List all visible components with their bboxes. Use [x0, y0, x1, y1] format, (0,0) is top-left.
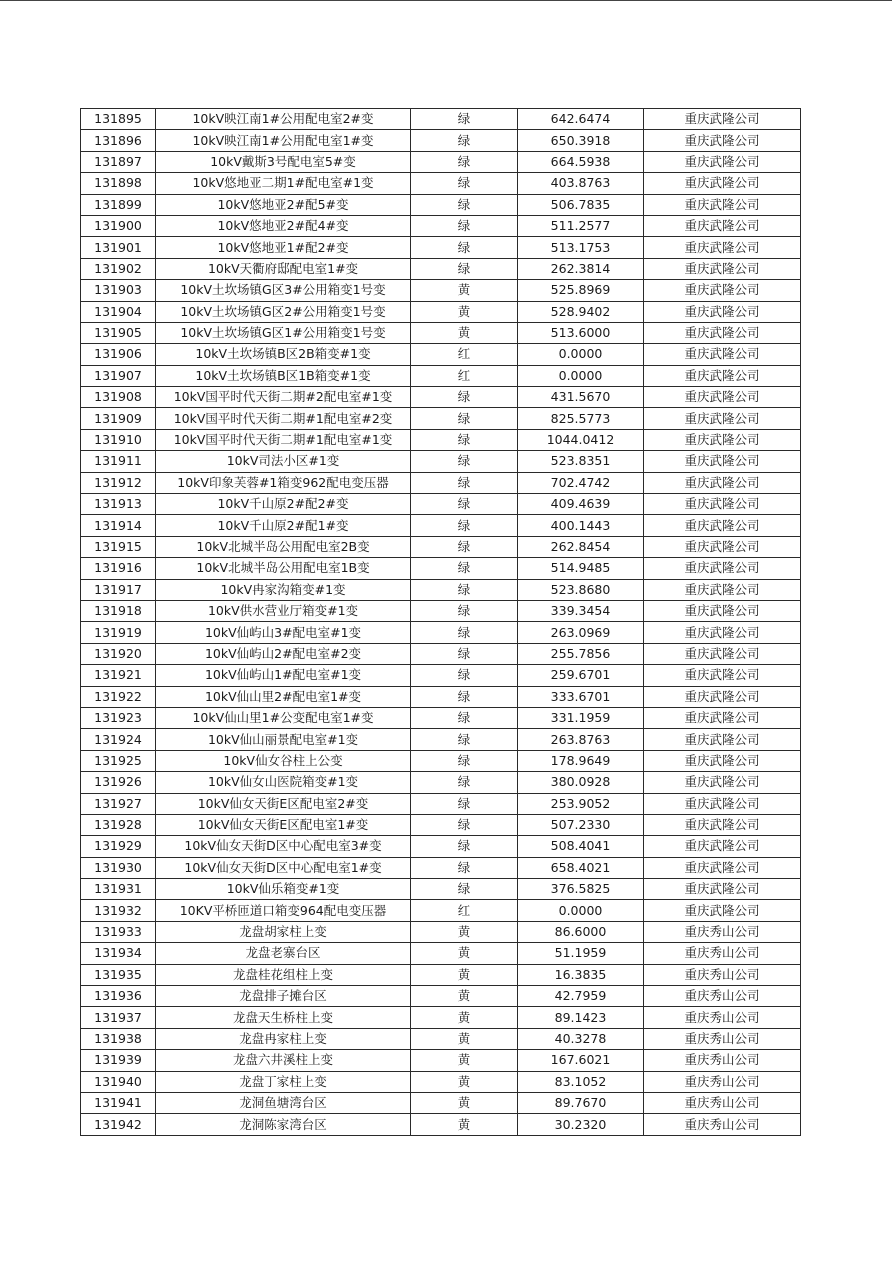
cell-company: 重庆武隆公司 — [644, 109, 801, 130]
table-row — [81, 793, 801, 814]
cell-value: 253.9052 — [518, 793, 644, 814]
cell-status: 绿 — [411, 472, 518, 493]
table-row — [81, 451, 801, 472]
cell-id: 131941 — [81, 1092, 156, 1113]
table-row — [81, 130, 801, 151]
cell-value: 178.9649 — [518, 750, 644, 771]
cell-name: 龙盘排子摊台区 — [156, 986, 411, 1007]
cell-status: 绿 — [411, 109, 518, 130]
cell-name: 10kV仙山里2#配电室1#变 — [156, 686, 411, 707]
cell-value: 825.5773 — [518, 408, 644, 429]
table-row — [81, 301, 801, 322]
table-row — [81, 365, 801, 386]
cell-id: 131913 — [81, 494, 156, 515]
cell-name: 10kV悠地亚1#配2#变 — [156, 237, 411, 258]
cell-status: 绿 — [411, 814, 518, 835]
cell-company: 重庆武隆公司 — [644, 750, 801, 771]
cell-id: 131907 — [81, 365, 156, 386]
table-row — [81, 194, 801, 215]
cell-value: 403.8763 — [518, 173, 644, 194]
cell-company: 重庆武隆公司 — [644, 622, 801, 643]
table-row — [81, 622, 801, 643]
cell-status: 黄 — [411, 1092, 518, 1113]
cell-status: 黄 — [411, 301, 518, 322]
table-row — [81, 472, 801, 493]
cell-name: 10kV仙女天街E区配电室1#变 — [156, 814, 411, 835]
table-row — [81, 494, 801, 515]
cell-status: 绿 — [411, 729, 518, 750]
table-row — [81, 750, 801, 771]
cell-status: 绿 — [411, 622, 518, 643]
cell-status: 绿 — [411, 793, 518, 814]
cell-company: 重庆武隆公司 — [644, 151, 801, 172]
cell-status: 绿 — [411, 857, 518, 878]
table-row — [81, 836, 801, 857]
cell-status: 绿 — [411, 194, 518, 215]
cell-status: 绿 — [411, 429, 518, 450]
cell-id: 131900 — [81, 215, 156, 236]
cell-name: 10kV映江南1#公用配电室1#变 — [156, 130, 411, 151]
cell-id: 131938 — [81, 1028, 156, 1049]
cell-status: 绿 — [411, 707, 518, 728]
cell-name: 10kV仙女天街D区中心配电室1#变 — [156, 857, 411, 878]
cell-status: 绿 — [411, 173, 518, 194]
cell-company: 重庆秀山公司 — [644, 1007, 801, 1028]
cell-status: 红 — [411, 900, 518, 921]
cell-name: 10kV土坎场镇G区3#公用箱变1号变 — [156, 280, 411, 301]
cell-company: 重庆武隆公司 — [644, 280, 801, 301]
cell-value: 83.1052 — [518, 1071, 644, 1092]
cell-name: 10kV北城半岛公用配电室1B变 — [156, 558, 411, 579]
cell-name: 10kV悠地亚2#配4#变 — [156, 215, 411, 236]
cell-company: 重庆武隆公司 — [644, 451, 801, 472]
cell-company: 重庆秀山公司 — [644, 943, 801, 964]
cell-company: 重庆秀山公司 — [644, 1028, 801, 1049]
cell-company: 重庆武隆公司 — [644, 600, 801, 621]
cell-company: 重庆武隆公司 — [644, 258, 801, 279]
table-row — [81, 900, 801, 921]
cell-company: 重庆武隆公司 — [644, 515, 801, 536]
cell-id: 131939 — [81, 1050, 156, 1071]
cell-value: 1044.0412 — [518, 429, 644, 450]
cell-value: 0.0000 — [518, 900, 644, 921]
cell-value: 514.9485 — [518, 558, 644, 579]
cell-status: 绿 — [411, 387, 518, 408]
cell-id: 131898 — [81, 173, 156, 194]
cell-value: 30.2320 — [518, 1114, 644, 1135]
cell-value: 523.8351 — [518, 451, 644, 472]
cell-id: 131896 — [81, 130, 156, 151]
cell-status: 绿 — [411, 665, 518, 686]
cell-id: 131935 — [81, 964, 156, 985]
cell-status: 绿 — [411, 258, 518, 279]
cell-value: 259.6701 — [518, 665, 644, 686]
cell-company: 重庆武隆公司 — [644, 772, 801, 793]
cell-name: 10kV仙山丽景配电室#1变 — [156, 729, 411, 750]
cell-id: 131909 — [81, 408, 156, 429]
cell-company: 重庆武隆公司 — [644, 836, 801, 857]
cell-company: 重庆武隆公司 — [644, 793, 801, 814]
cell-value: 650.3918 — [518, 130, 644, 151]
cell-value: 525.8969 — [518, 280, 644, 301]
cell-company: 重庆武隆公司 — [644, 579, 801, 600]
cell-name: 10kV土坎场镇B区1B箱变#1变 — [156, 365, 411, 386]
cell-value: 513.6000 — [518, 322, 644, 343]
cell-id: 131910 — [81, 429, 156, 450]
cell-company: 重庆武隆公司 — [644, 387, 801, 408]
cell-id: 131926 — [81, 772, 156, 793]
cell-company: 重庆武隆公司 — [644, 173, 801, 194]
cell-status: 黄 — [411, 1007, 518, 1028]
cell-value: 409.4639 — [518, 494, 644, 515]
cell-company: 重庆秀山公司 — [644, 964, 801, 985]
cell-value: 431.5670 — [518, 387, 644, 408]
cell-value: 702.4742 — [518, 472, 644, 493]
cell-company: 重庆秀山公司 — [644, 986, 801, 1007]
cell-value: 658.4021 — [518, 857, 644, 878]
cell-id: 131904 — [81, 301, 156, 322]
cell-company: 重庆武隆公司 — [644, 215, 801, 236]
cell-company: 重庆武隆公司 — [644, 643, 801, 664]
cell-name: 龙盘丁家柱上变 — [156, 1071, 411, 1092]
cell-status: 绿 — [411, 515, 518, 536]
cell-value: 89.1423 — [518, 1007, 644, 1028]
cell-id: 131919 — [81, 622, 156, 643]
cell-id: 131916 — [81, 558, 156, 579]
cell-status: 黄 — [411, 1114, 518, 1135]
cell-id: 131923 — [81, 707, 156, 728]
data-table — [80, 108, 801, 1136]
cell-id: 131922 — [81, 686, 156, 707]
cell-id: 131905 — [81, 322, 156, 343]
cell-status: 绿 — [411, 408, 518, 429]
cell-company: 重庆秀山公司 — [644, 1071, 801, 1092]
cell-name: 10kV国平时代天街二期#1配电室#2变 — [156, 408, 411, 429]
cell-name: 10kV千山原2#配2#变 — [156, 494, 411, 515]
cell-company: 重庆武隆公司 — [644, 130, 801, 151]
table-row — [81, 387, 801, 408]
cell-status: 红 — [411, 344, 518, 365]
cell-value: 16.3835 — [518, 964, 644, 985]
cell-name: 10KV平桥匝道口箱变964配电变压器 — [156, 900, 411, 921]
cell-value: 511.2577 — [518, 215, 644, 236]
cell-company: 重庆武隆公司 — [644, 558, 801, 579]
cell-status: 绿 — [411, 643, 518, 664]
table-row — [81, 643, 801, 664]
table-row — [81, 429, 801, 450]
cell-id: 131930 — [81, 857, 156, 878]
cell-name: 10kV仙屿山3#配电室#1变 — [156, 622, 411, 643]
cell-name: 龙盘老寨台区 — [156, 943, 411, 964]
cell-value: 523.8680 — [518, 579, 644, 600]
cell-id: 131906 — [81, 344, 156, 365]
cell-name: 龙盘桂花组柱上变 — [156, 964, 411, 985]
cell-company: 重庆武隆公司 — [644, 408, 801, 429]
cell-status: 绿 — [411, 879, 518, 900]
cell-value: 42.7959 — [518, 986, 644, 1007]
cell-company: 重庆秀山公司 — [644, 1092, 801, 1113]
table-row — [81, 258, 801, 279]
cell-id: 131937 — [81, 1007, 156, 1028]
table-row — [81, 707, 801, 728]
cell-id: 131933 — [81, 921, 156, 942]
cell-name: 10kV供水营业厅箱变#1变 — [156, 600, 411, 621]
cell-id: 131925 — [81, 750, 156, 771]
table-row — [81, 1071, 801, 1092]
cell-status: 绿 — [411, 750, 518, 771]
cell-name: 10kV仙女谷柱上公变 — [156, 750, 411, 771]
cell-id: 131920 — [81, 643, 156, 664]
cell-id: 131931 — [81, 879, 156, 900]
cell-company: 重庆武隆公司 — [644, 365, 801, 386]
cell-id: 131914 — [81, 515, 156, 536]
table-row — [81, 729, 801, 750]
cell-value: 255.7856 — [518, 643, 644, 664]
cell-value: 513.1753 — [518, 237, 644, 258]
cell-status: 黄 — [411, 322, 518, 343]
table-row — [81, 814, 801, 835]
cell-name: 10kV仙屿山1#配电室#1变 — [156, 665, 411, 686]
cell-name: 10kV千山原2#配1#变 — [156, 515, 411, 536]
cell-status: 绿 — [411, 451, 518, 472]
cell-id: 131918 — [81, 600, 156, 621]
table-row — [81, 1092, 801, 1113]
cell-id: 131899 — [81, 194, 156, 215]
cell-status: 绿 — [411, 237, 518, 258]
cell-id: 131911 — [81, 451, 156, 472]
cell-status: 黄 — [411, 280, 518, 301]
cell-value: 400.1443 — [518, 515, 644, 536]
cell-status: 黄 — [411, 1050, 518, 1071]
table-row — [81, 536, 801, 557]
cell-company: 重庆武隆公司 — [644, 814, 801, 835]
cell-status: 绿 — [411, 772, 518, 793]
table-row — [81, 921, 801, 942]
table-row — [81, 1114, 801, 1135]
cell-name: 10kV土坎场镇G区2#公用箱变1号变 — [156, 301, 411, 322]
cell-name: 龙盘冉家柱上变 — [156, 1028, 411, 1049]
cell-status: 绿 — [411, 836, 518, 857]
cell-status: 绿 — [411, 600, 518, 621]
cell-value: 51.1959 — [518, 943, 644, 964]
cell-company: 重庆武隆公司 — [644, 194, 801, 215]
table-row — [81, 943, 801, 964]
cell-company: 重庆武隆公司 — [644, 301, 801, 322]
cell-id: 131895 — [81, 109, 156, 130]
cell-company: 重庆秀山公司 — [644, 1114, 801, 1135]
cell-value: 380.0928 — [518, 772, 644, 793]
cell-status: 绿 — [411, 215, 518, 236]
cell-name: 龙盘天生桥柱上变 — [156, 1007, 411, 1028]
cell-company: 重庆武隆公司 — [644, 494, 801, 515]
cell-name: 10kV戴斯3号配电室5#变 — [156, 151, 411, 172]
table-row — [81, 964, 801, 985]
cell-value: 664.5938 — [518, 151, 644, 172]
cell-value: 331.1959 — [518, 707, 644, 728]
table-row — [81, 344, 801, 365]
cell-id: 131897 — [81, 151, 156, 172]
table-body — [81, 109, 801, 1136]
cell-company: 重庆武隆公司 — [644, 900, 801, 921]
table-row — [81, 1050, 801, 1071]
table-row — [81, 151, 801, 172]
table-row — [81, 109, 801, 130]
cell-name: 10kV仙女天街D区中心配电室3#变 — [156, 836, 411, 857]
cell-name: 龙洞鱼塘湾台区 — [156, 1092, 411, 1113]
cell-value: 0.0000 — [518, 365, 644, 386]
cell-status: 黄 — [411, 921, 518, 942]
table-row — [81, 237, 801, 258]
cell-company: 重庆秀山公司 — [644, 1050, 801, 1071]
cell-company: 重庆武隆公司 — [644, 729, 801, 750]
cell-id: 131942 — [81, 1114, 156, 1135]
cell-value: 262.3814 — [518, 258, 644, 279]
cell-name: 10kV国平时代天街二期#1配电室#1变 — [156, 429, 411, 450]
cell-value: 40.3278 — [518, 1028, 644, 1049]
cell-name: 10kV悠地亚2#配5#变 — [156, 194, 411, 215]
cell-status: 黄 — [411, 986, 518, 1007]
cell-company: 重庆武隆公司 — [644, 707, 801, 728]
cell-value: 508.4041 — [518, 836, 644, 857]
cell-value: 506.7835 — [518, 194, 644, 215]
table-row — [81, 986, 801, 1007]
cell-id: 131932 — [81, 900, 156, 921]
table-row — [81, 772, 801, 793]
cell-status: 绿 — [411, 494, 518, 515]
table-row — [81, 515, 801, 536]
cell-id: 131929 — [81, 836, 156, 857]
table-row — [81, 665, 801, 686]
cell-id: 131921 — [81, 665, 156, 686]
cell-id: 131936 — [81, 986, 156, 1007]
cell-name: 龙盘六井溪柱上变 — [156, 1050, 411, 1071]
table-row — [81, 322, 801, 343]
table-row — [81, 215, 801, 236]
cell-value: 0.0000 — [518, 344, 644, 365]
cell-name: 10kV天衢府邸配电室1#变 — [156, 258, 411, 279]
cell-status: 绿 — [411, 686, 518, 707]
cell-status: 黄 — [411, 1071, 518, 1092]
cell-status: 绿 — [411, 579, 518, 600]
cell-company: 重庆武隆公司 — [644, 472, 801, 493]
cell-id: 131934 — [81, 943, 156, 964]
cell-name: 10kV仙女天街E区配电室2#变 — [156, 793, 411, 814]
top-border-line — [0, 0, 892, 1]
cell-company: 重庆武隆公司 — [644, 686, 801, 707]
cell-company: 重庆秀山公司 — [644, 921, 801, 942]
cell-status: 绿 — [411, 536, 518, 557]
cell-name: 龙盘胡家柱上变 — [156, 921, 411, 942]
cell-company: 重庆武隆公司 — [644, 322, 801, 343]
cell-id: 131940 — [81, 1071, 156, 1092]
cell-company: 重庆武隆公司 — [644, 344, 801, 365]
cell-name: 10kV土坎场镇G区1#公用箱变1号变 — [156, 322, 411, 343]
cell-status: 绿 — [411, 558, 518, 579]
table-row — [81, 686, 801, 707]
table-row — [81, 408, 801, 429]
cell-name: 10kV仙屿山2#配电室#2变 — [156, 643, 411, 664]
cell-company: 重庆武隆公司 — [644, 237, 801, 258]
cell-name: 10kV映江南1#公用配电室2#变 — [156, 109, 411, 130]
table-row — [81, 579, 801, 600]
table-row — [81, 600, 801, 621]
cell-company: 重庆武隆公司 — [644, 536, 801, 557]
table-row — [81, 1028, 801, 1049]
cell-name: 10kV北城半岛公用配电室2B变 — [156, 536, 411, 557]
table-row — [81, 280, 801, 301]
cell-id: 131927 — [81, 793, 156, 814]
cell-id: 131912 — [81, 472, 156, 493]
cell-value: 262.8454 — [518, 536, 644, 557]
cell-value: 642.6474 — [518, 109, 644, 130]
cell-value: 89.7670 — [518, 1092, 644, 1113]
cell-name: 10kV土坎场镇B区2B箱变#1变 — [156, 344, 411, 365]
cell-name: 10kV印象芙蓉#1箱变962配电变压器 — [156, 472, 411, 493]
cell-status: 绿 — [411, 151, 518, 172]
cell-value: 528.9402 — [518, 301, 644, 322]
cell-name: 10kV仙山里1#公变配电室1#变 — [156, 707, 411, 728]
cell-status: 黄 — [411, 1028, 518, 1049]
cell-value: 263.0969 — [518, 622, 644, 643]
cell-company: 重庆武隆公司 — [644, 429, 801, 450]
table-row — [81, 173, 801, 194]
cell-name: 龙洞陈家湾台区 — [156, 1114, 411, 1135]
cell-value: 167.6021 — [518, 1050, 644, 1071]
table-row — [81, 879, 801, 900]
cell-value: 376.5825 — [518, 879, 644, 900]
cell-status: 黄 — [411, 964, 518, 985]
cell-id: 131915 — [81, 536, 156, 557]
cell-company: 重庆武隆公司 — [644, 857, 801, 878]
cell-status: 黄 — [411, 943, 518, 964]
cell-name: 10kV仙女山医院箱变#1变 — [156, 772, 411, 793]
cell-value: 507.2330 — [518, 814, 644, 835]
cell-value: 86.6000 — [518, 921, 644, 942]
cell-company: 重庆武隆公司 — [644, 665, 801, 686]
cell-value: 333.6701 — [518, 686, 644, 707]
cell-id: 131917 — [81, 579, 156, 600]
cell-id: 131908 — [81, 387, 156, 408]
cell-status: 红 — [411, 365, 518, 386]
table-row — [81, 857, 801, 878]
cell-id: 131903 — [81, 280, 156, 301]
cell-value: 263.8763 — [518, 729, 644, 750]
cell-id: 131924 — [81, 729, 156, 750]
cell-id: 131928 — [81, 814, 156, 835]
cell-name: 10kV仙乐箱变#1变 — [156, 879, 411, 900]
cell-name: 10kV司法小区#1变 — [156, 451, 411, 472]
cell-status: 绿 — [411, 130, 518, 151]
cell-value: 339.3454 — [518, 600, 644, 621]
table-row — [81, 558, 801, 579]
cell-name: 10kV冉家沟箱变#1变 — [156, 579, 411, 600]
cell-id: 131902 — [81, 258, 156, 279]
cell-name: 10kV国平时代天街二期#2配电室#1变 — [156, 387, 411, 408]
table-row — [81, 1007, 801, 1028]
cell-name: 10kV悠地亚二期1#配电室#1变 — [156, 173, 411, 194]
cell-company: 重庆武隆公司 — [644, 879, 801, 900]
cell-id: 131901 — [81, 237, 156, 258]
